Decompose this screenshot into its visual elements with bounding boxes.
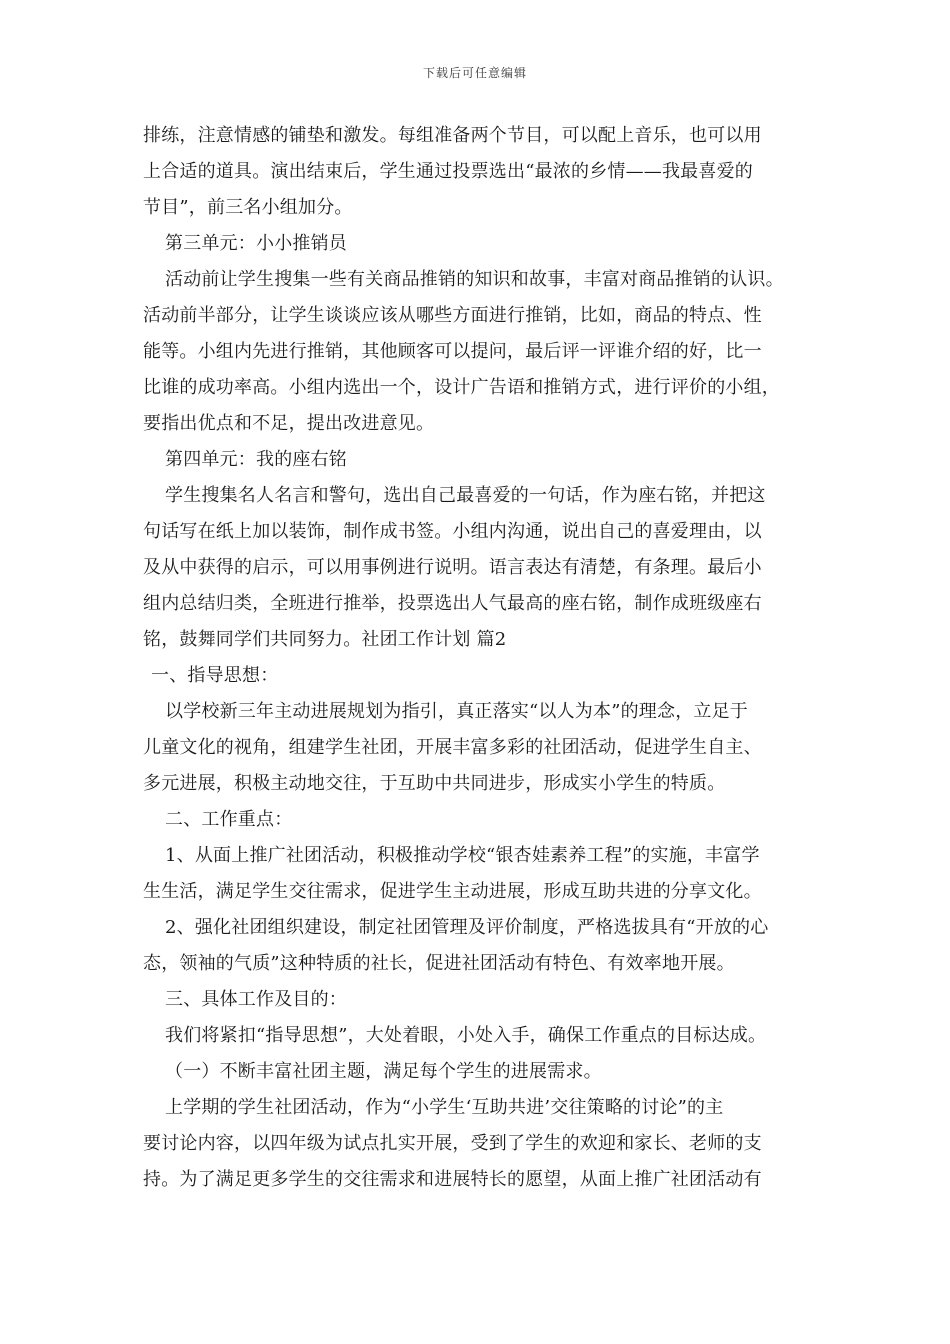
text-line: 活动前让学生搜集一些有关商品推销的知识和故事，丰富对商品推销的认识。	[165, 269, 784, 290]
text-line: 多元进展，积极主动地交往，于互助中共同进步，形成实小学生的特质。	[143, 773, 726, 794]
text-line: 三、具体工作及目的：	[165, 989, 347, 1010]
text-line: 上学期的学生社团活动，作为“小学生‘互助共进’交往策略的讨论”的主	[165, 1097, 724, 1118]
text-line: 能等。小组内先进行推销，其他顾客可以提问，最后评一评谁介绍的好，比一	[143, 341, 762, 362]
text-line: 持。为了满足更多学生的交往需求和进展特长的愿望，从面上推广社团活动有	[143, 1169, 762, 1190]
text-line: 第三单元：小小推销员	[165, 233, 347, 254]
text-line: （一）不断丰富社团主题，满足每个学生的进展需求。	[165, 1061, 602, 1082]
text-line: 要指出优点和不足，提出改进意见。	[143, 413, 435, 434]
text-line: 句话写在纸上加以装饰，制作成书签。小组内沟通，说出自己的喜爱理由，以	[143, 521, 762, 542]
text-line: 态，领袖的气质”这种特质的社长，促进社团活动有特色、有效率地开展。	[143, 953, 735, 974]
text-line: 1、从面上推广社团活动，积极推动学校“银杏娃素养工程”的实施，丰富学	[165, 845, 760, 866]
text-line: 活动前半部分，让学生谈谈应该从哪些方面进行推销，比如，商品的特点、性	[143, 305, 762, 326]
text-line: 要讨论内容，以四年级为试点扎实开展，受到了学生的欢迎和家长、老师的支	[143, 1133, 762, 1154]
text-line: 及从中获得的启示，可以用事例进行说明。语言表达有清楚，有条理。最后小	[143, 557, 762, 578]
document-body	[143, 118, 823, 1198]
text-line: 铭，鼓舞同学们共同努力。社团工作计划 篇2	[143, 629, 507, 650]
text-line: 二、工作重点：	[165, 809, 293, 830]
page-header: 下载后可任意编辑	[422, 66, 527, 80]
text-line: 儿童文化的视角，组建学生社团，开展丰富多彩的社团活动，促进学生自主、	[143, 737, 762, 758]
text-line: 节目”，前三名小组加分。	[143, 197, 353, 218]
text-line: 我们将紧扣“指导思想”，大处着眼，小处入手，确保工作重点的目标达成。	[165, 1025, 767, 1046]
text-line: 比谁的成功率高。小组内选出一个，设计广告语和推销方式，进行评价的小组，	[143, 377, 780, 398]
text-line: 以学校新三年主动进展规划为指引，真正落实“以人为本”的理念，立足于	[165, 701, 749, 722]
text-line: 组内总结归类，全班进行推举，投票选出人气最高的座右铭，制作成班级座右	[143, 593, 762, 614]
text-line: 生生活，满足学生交往需求，促进学生主动进展，形成互助共进的分享文化。	[143, 881, 762, 902]
text-line: 一、指导思想：	[151, 665, 279, 686]
text-line: 2、强化社团组织建设，制定社团管理及评价制度，严格选拔具有“开放的心	[165, 917, 769, 938]
text-line: 学生搜集名人名言和警句，选出自己最喜爱的一句话，作为座右铭，并把这	[165, 485, 766, 506]
text-line: 上合适的道具。演出结束后，学生通过投票选出“最浓的乡情——我最喜爱的	[143, 161, 753, 182]
text-line: 排练，注意情感的铺垫和激发。每组准备两个节目，可以配上音乐，也可以用	[143, 125, 762, 146]
text-line: 第四单元：我的座右铭	[165, 449, 347, 470]
